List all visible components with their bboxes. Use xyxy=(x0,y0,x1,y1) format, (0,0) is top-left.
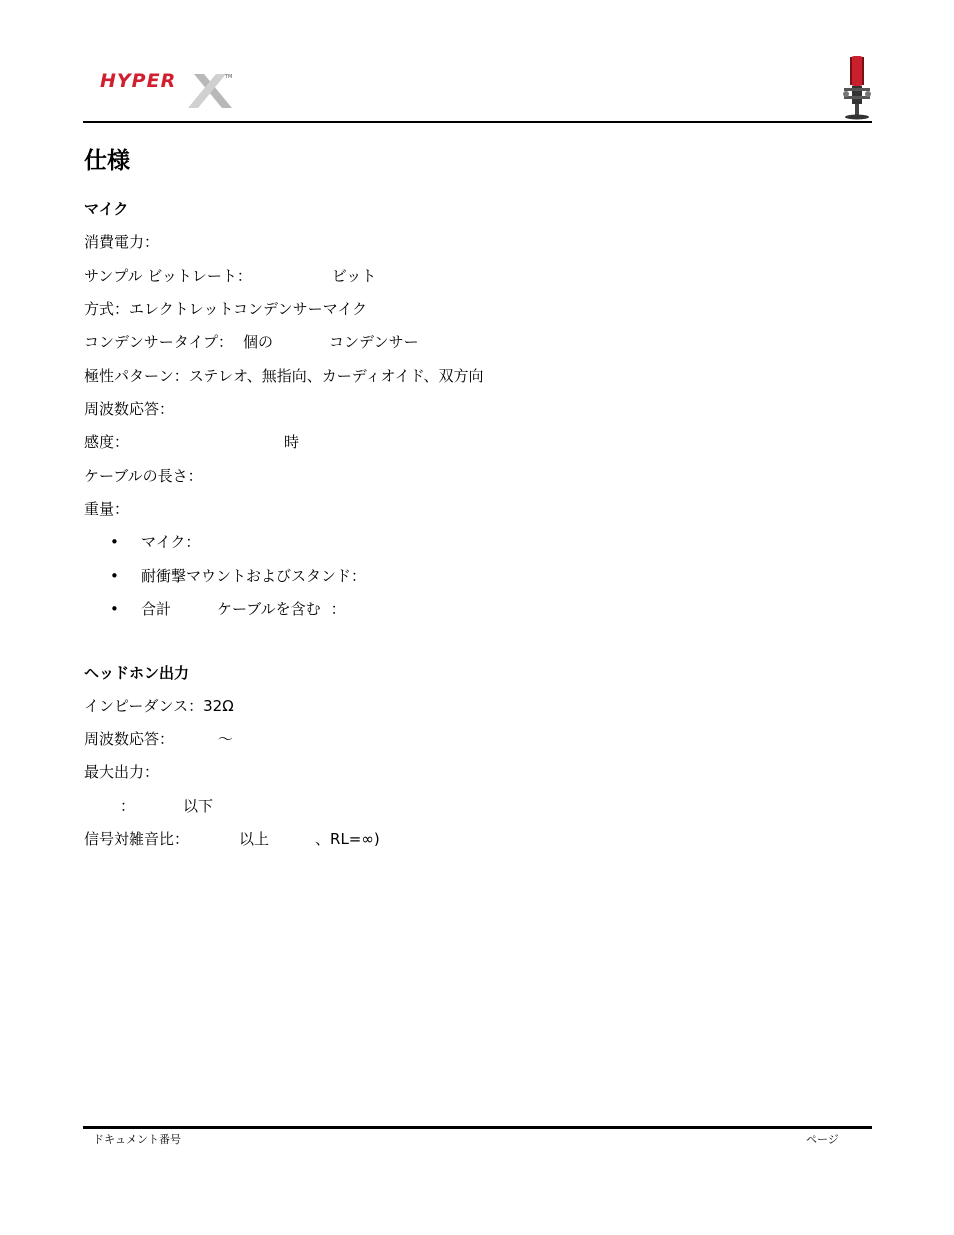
headphone-frequency-row: 周波数応答： 〜 xyxy=(84,730,234,748)
list-item: • 合計 ケーブルを含む ： xyxy=(110,600,346,618)
headphone-heading: ヘッドホン出力 xyxy=(84,664,190,682)
sensitivity-row: 感度： 時 xyxy=(84,433,300,451)
microphone-heading: マイク xyxy=(84,200,129,218)
microphone-icon xyxy=(840,54,874,120)
list-item: • 耐衝撃マウントおよびスタンド： xyxy=(110,567,367,585)
polar-pattern-row: 極性パターン：ステレオ、無指向、カーディオイド、双方向 xyxy=(84,367,484,385)
hyperx-logo-icon xyxy=(98,70,238,112)
page-label: ページ xyxy=(806,1133,839,1146)
page-title: 仕様 xyxy=(84,148,130,174)
snr-row: 信号対雑音比： 以上 、RL=∞) xyxy=(84,830,380,848)
sample-rate-row: サンプル ビットレート： ビット xyxy=(84,267,377,285)
list-item: • マイク： xyxy=(110,533,201,551)
cable-length-row: ケーブルの長さ： xyxy=(84,467,203,485)
weight-row: 重量： xyxy=(84,500,130,518)
svg-text:HYPER: HYPER xyxy=(100,70,177,92)
power-consumption-row: 消費電力： xyxy=(84,233,160,251)
mic-type-row: 方式：エレクトレットコンデンサーマイク xyxy=(84,300,368,318)
footer-divider xyxy=(83,1126,872,1129)
thd-row: ： 以下 xyxy=(120,797,214,815)
header-divider xyxy=(83,121,872,123)
frequency-response-row: 周波数応答： xyxy=(84,400,175,418)
svg-text:TM: TM xyxy=(225,74,233,80)
impedance-row: インピーダンス：32Ω xyxy=(84,697,234,715)
capsule-type-row: コンデンサータイプ： 個の コンデンサー xyxy=(84,333,419,351)
max-output-row: 最大出力： xyxy=(84,763,160,781)
document-number-label: ドキュメント番号 xyxy=(93,1133,181,1146)
